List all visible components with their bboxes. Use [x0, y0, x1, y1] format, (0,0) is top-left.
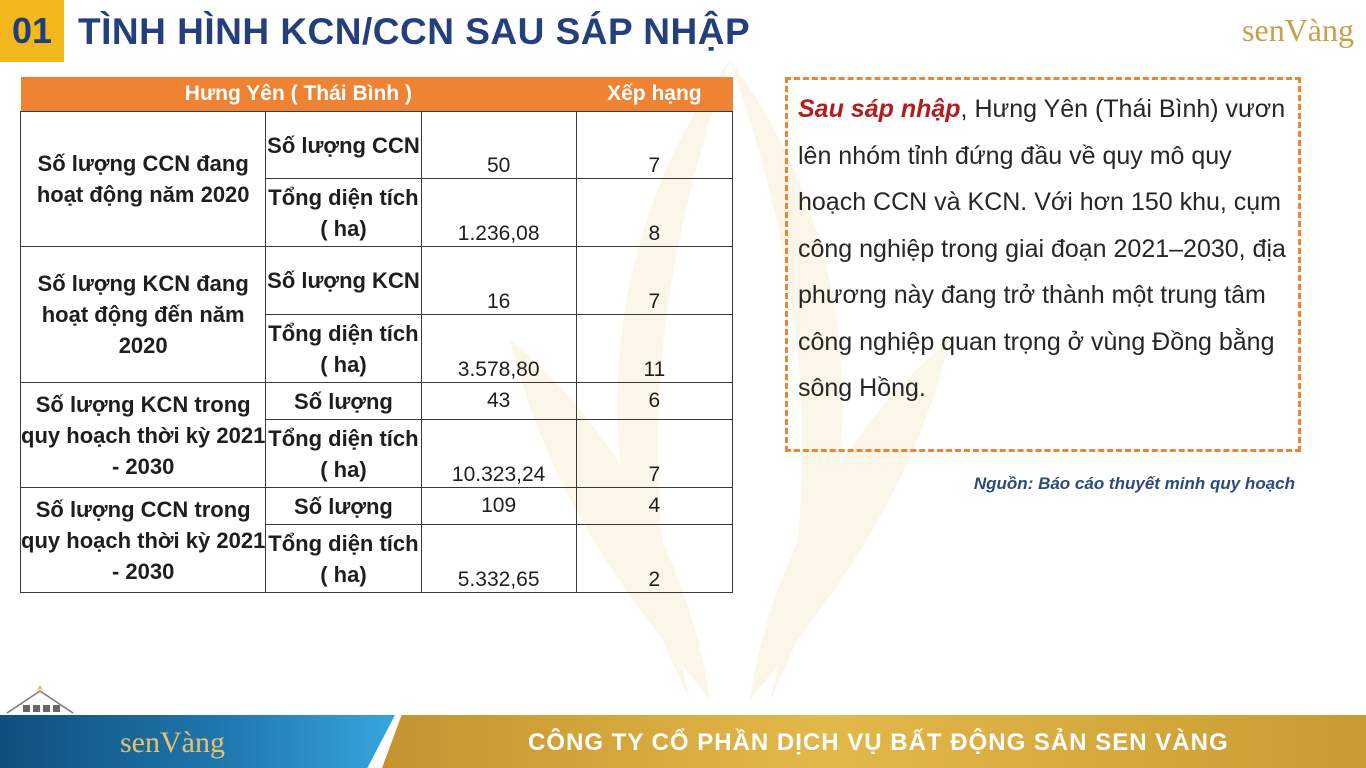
table-header-province: Hưng Yên ( Thái Bình ) [21, 77, 577, 112]
table-row [21, 112, 733, 179]
slide-number: 01 [0, 0, 64, 62]
metric-label: Tổng diện tích ( ha) [266, 315, 421, 383]
metric-label: Số lượng KCN [266, 247, 421, 315]
metric-value: 43 [421, 383, 576, 420]
table-row [21, 383, 733, 420]
metric-label: Số lượng CCN [266, 112, 421, 179]
metric-label: Tổng diện tích ( ha) [266, 420, 421, 488]
rank-value: 7 [576, 420, 732, 488]
metric-value: 50 [421, 112, 576, 179]
rank-value: 7 [576, 247, 732, 315]
metric-label: Tổng diện tích ( ha) [266, 525, 421, 593]
group-label: Số lượng CCN trong quy hoạch thời kỳ 2021 - 2030 [21, 488, 266, 593]
rank-value: 7 [576, 112, 732, 179]
rank-value: 4 [576, 488, 732, 525]
metric-value: 10.323,24 [421, 420, 576, 488]
metric-label: Số lượng [266, 488, 421, 525]
table-row [21, 247, 733, 315]
metric-value: 1.236,08 [421, 179, 576, 247]
metric-value: 3.578,80 [421, 315, 576, 383]
metric-label: Số lượng [266, 383, 421, 420]
brand-logo: senVàng [1242, 11, 1354, 48]
table-row [21, 488, 733, 525]
footer-brand-logo: senVàng [120, 726, 225, 759]
page-title: TÌNH HÌNH KCN/CCN SAU SÁP NHẬP [78, 11, 751, 52]
metric-value: 16 [421, 247, 576, 315]
footer-bar [0, 715, 1366, 768]
house-logo-icon [5, 683, 75, 715]
rank-value: 2 [576, 525, 732, 593]
source-note: Nguồn: Báo cáo thuyết minh quy hoạch [973, 474, 1295, 493]
metric-value: 109 [421, 488, 576, 525]
rank-value: 11 [576, 315, 732, 383]
table-header-row [21, 77, 733, 112]
rank-value: 6 [576, 383, 732, 420]
callout-emphasis: Sau sáp nhập [798, 95, 961, 123]
callout-text: , Hưng Yên (Thái Bình) vươn lên nhóm tỉnh đứng đầu về quy mô quy hoạch CCN và KCN. Với hơn 150 khu, cụm công nghiệp trong giai đoạn 2021–2030, địa phương này đang trở thành một trung tâm công nghiệp quan trọng ở vùng Đồng bằng sông Hồng. [798, 95, 1286, 402]
group-label: Số lượng CCN đang hoạt động năm 2020 [21, 112, 266, 247]
table-header-rank: Xếp hạng [576, 77, 732, 112]
metric-label: Tổng diện tích ( ha) [266, 179, 421, 247]
summary-callout [785, 77, 1301, 452]
group-label: Số lượng KCN trong quy hoạch thời kỳ 2021 - 2030 [21, 383, 266, 488]
footer-company-name: CÔNG TY CỔ PHẦN DỊCH VỤ BẤT ĐỘNG SẢN SEN VÀNG [528, 729, 1229, 756]
industrial-zone-table [20, 77, 733, 593]
metric-value: 5.332,65 [421, 525, 576, 593]
rank-value: 8 [576, 179, 732, 247]
group-label: Số lượng KCN đang hoạt động đến năm 2020 [21, 247, 266, 383]
